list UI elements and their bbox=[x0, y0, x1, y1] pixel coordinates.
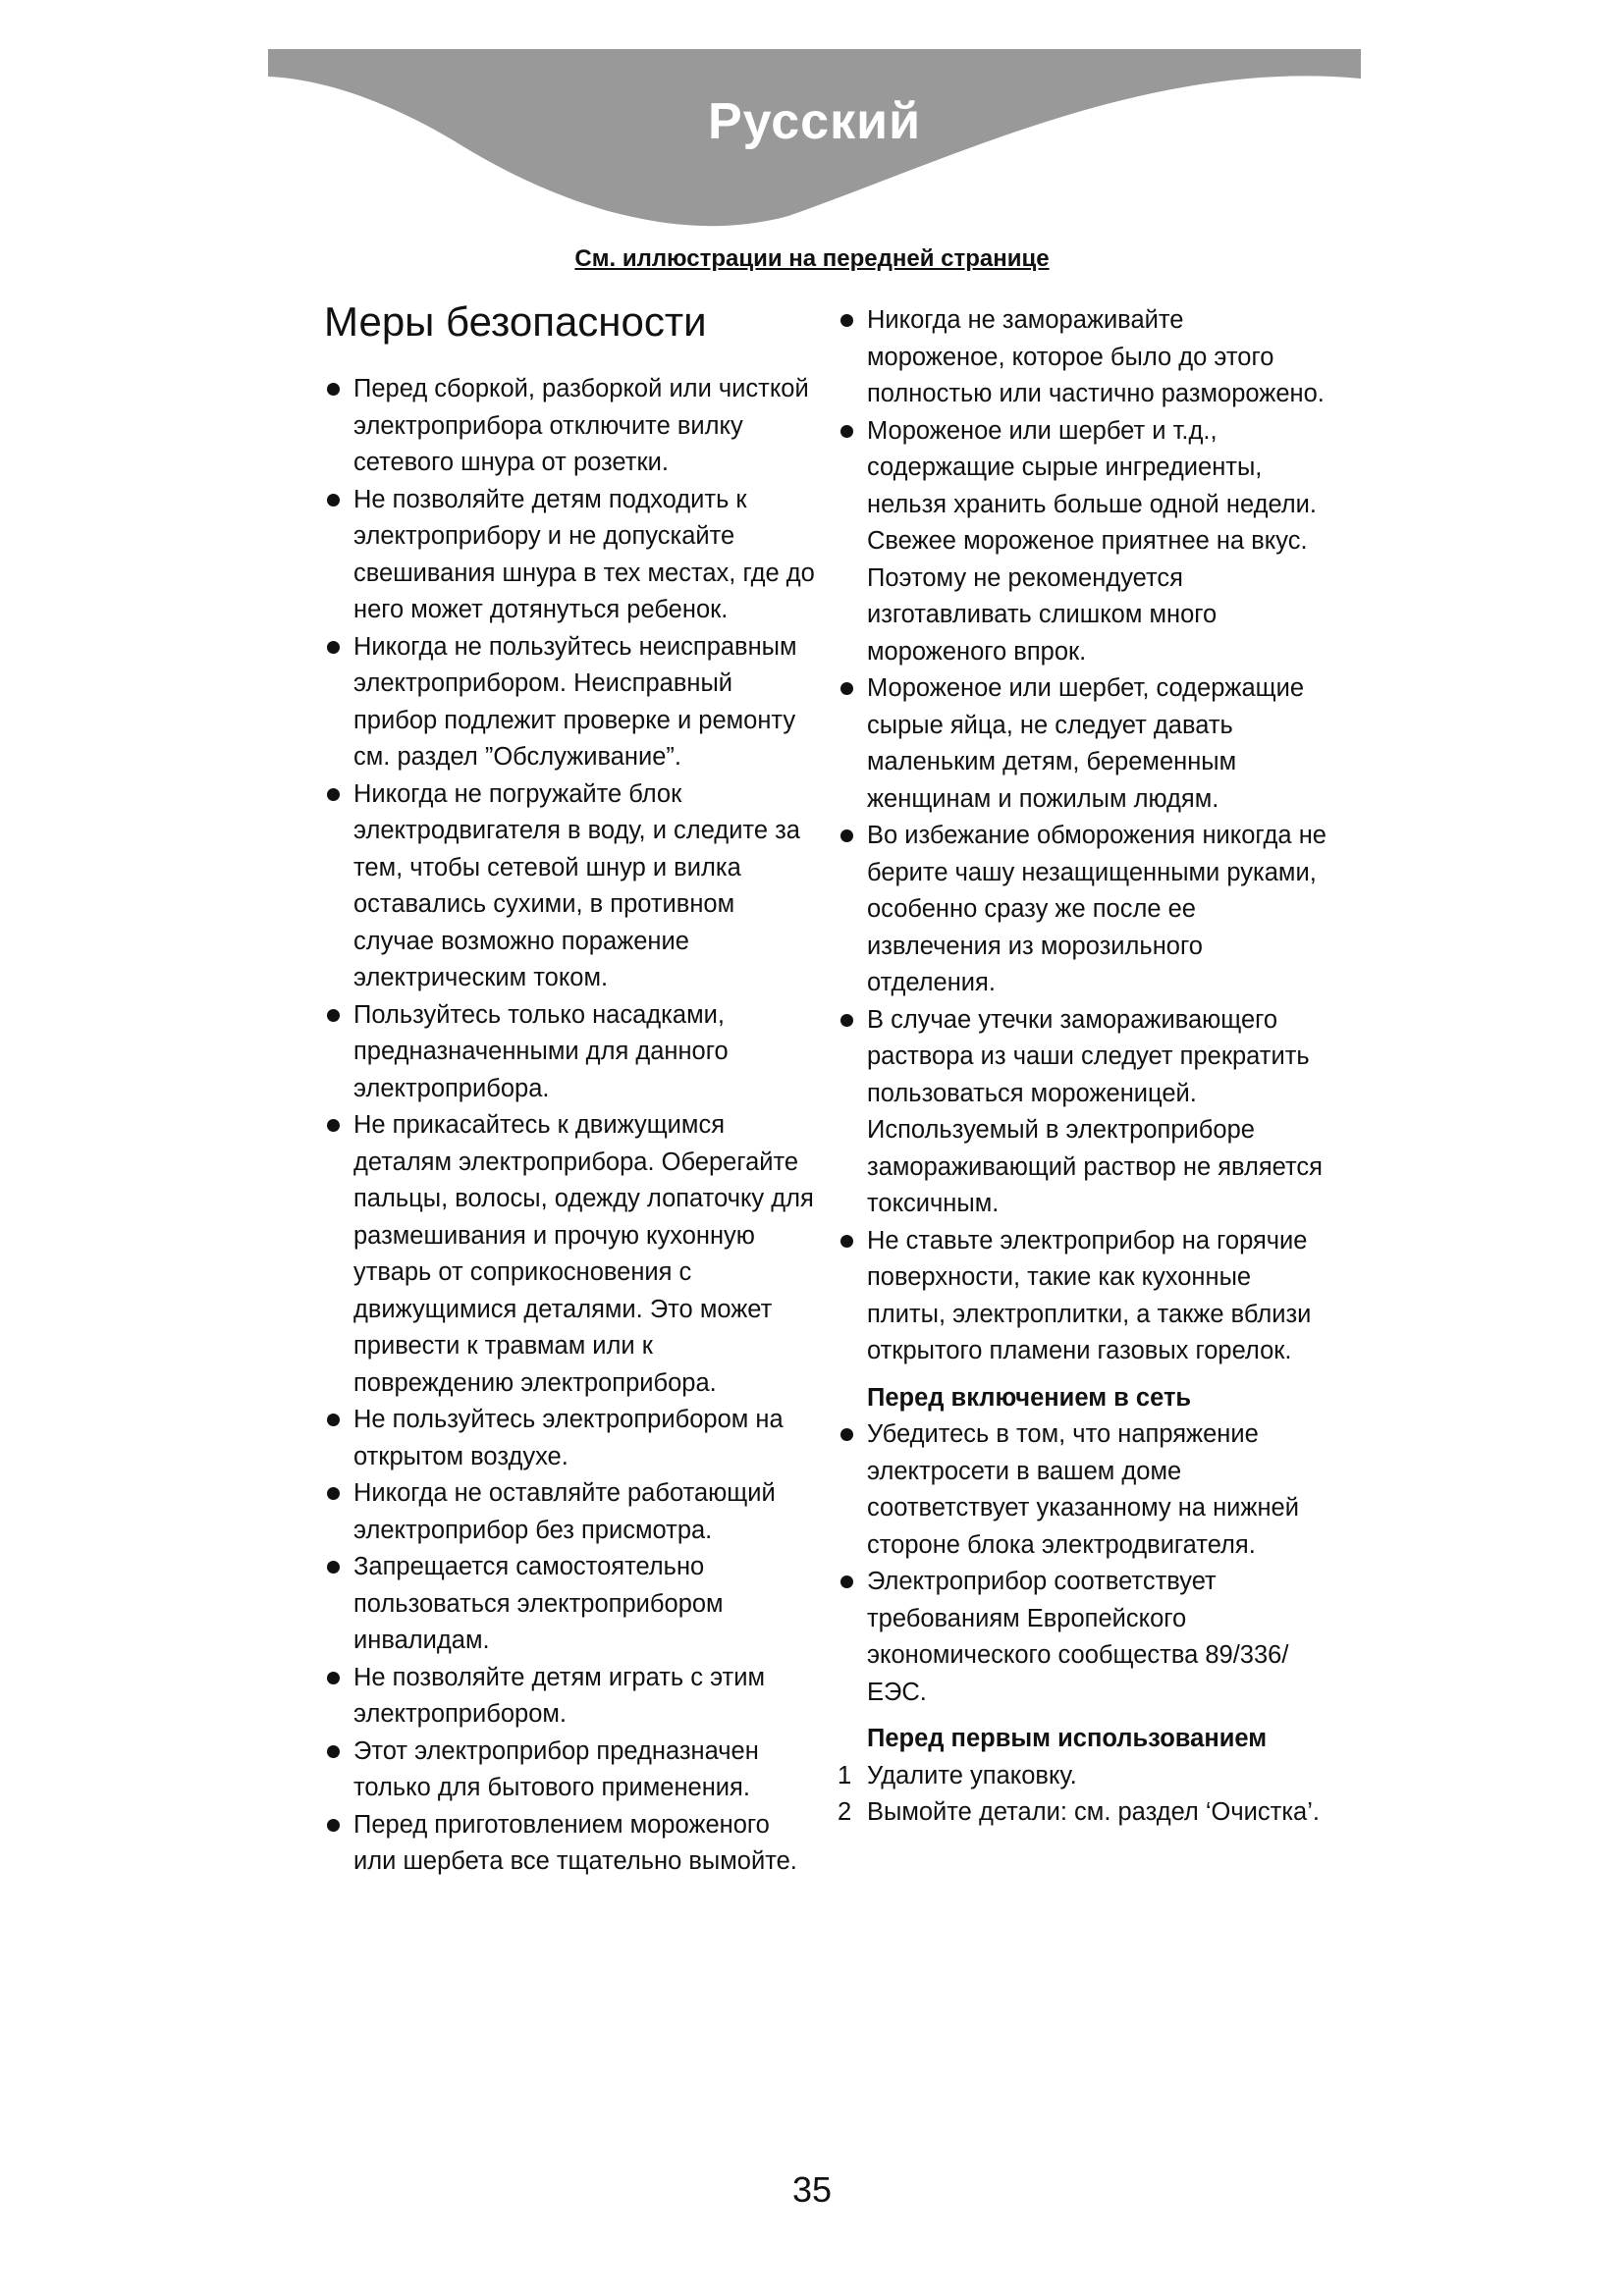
safety-title: Меры безопасности bbox=[324, 298, 707, 345]
list-item: Никогда не погружайте блок электродвигателя в воду, и следите за тем, чтобы сетевой шнур и вилка оставались сухими, в противном случае возможно поражение электрическим током. bbox=[324, 776, 815, 997]
list-item: Никогда не оставляйте работающий электроприбор без присмотра. bbox=[324, 1475, 815, 1549]
step-item bbox=[838, 1758, 1328, 1795]
before-plugging-title: Перед включением в сеть bbox=[867, 1383, 1192, 1412]
list-item: Мороженое или шербет, содержащие сырые яйца, не следует давать маленьким детям, беременным женщинам и пожилым людям. bbox=[838, 670, 1328, 818]
list-item: Никогда не замораживайте мороженое, которое было до этого полностью или частично разморожено. bbox=[838, 302, 1328, 413]
left-column bbox=[324, 294, 815, 1881]
safety-list-left bbox=[324, 371, 815, 1881]
list-item: Электроприбор соответствует требованиям Европейского экономического сообщества 89/336/ЕЭС. bbox=[838, 1564, 1328, 1711]
language-banner bbox=[268, 49, 1361, 236]
step-text: Удалите упаковку. bbox=[867, 1761, 1077, 1789]
right-column bbox=[838, 302, 1328, 1832]
list-item: Перед приготовлением мороженого или шербета все тщательно вымойте. bbox=[324, 1807, 815, 1881]
safety-list-right bbox=[838, 302, 1328, 1370]
step-number: 1 bbox=[838, 1761, 852, 1789]
list-item: Запрещается самостоятельно пользоваться электроприбором инвалидам. bbox=[324, 1549, 815, 1660]
before-first-use-title: Перед первым использованием bbox=[867, 1725, 1268, 1752]
step-number: 2 bbox=[838, 1798, 852, 1826]
list-item: Не позволяйте детям подходить к электроприбору и не допускайте свешивания шнура в тех местах, где до него может дотянуться ребенок. bbox=[324, 482, 815, 629]
list-item: Убедитесь в том, что напряжение электросети в вашем доме соответствует указанному на нижней стороне блока электродвигателя. bbox=[838, 1416, 1328, 1564]
list-item: Мороженое или шербет и т.д., содержащие сырые ингредиенты, нельзя хранить больше одной недели. Свежее мороженое приятнее на вкус. Поэтому не рекомендуется изготавливать слишком много мороженого впрок. bbox=[838, 413, 1328, 671]
list-item: В случае утечки замораживающего раствора из чаши следует прекратить пользоваться мороженицей. Используемый в электроприборе замораживающий раствор не является токсичным. bbox=[838, 1002, 1328, 1223]
list-item: Не пользуйтесь электроприбором на открытом воздухе. bbox=[324, 1402, 815, 1475]
see-illustrations-note: См. иллюстрации на передней странице bbox=[574, 245, 1050, 272]
page-number: 35 bbox=[791, 2169, 833, 2210]
step-item bbox=[838, 1794, 1328, 1832]
list-item: Не позволяйте детям играть с этим электроприбором. bbox=[324, 1660, 815, 1734]
list-item: Никогда не пользуйтесь неисправным электроприбором. Неисправный прибор подлежит проверке и ремонту см. раздел ”Обслуживание”. bbox=[324, 629, 815, 776]
list-item: Пользуйтесь только насадками, предназначенными для данного электроприбора. bbox=[324, 997, 815, 1108]
language-title: Русский bbox=[707, 93, 922, 150]
list-item: Не ставьте электроприбор на горячие поверхности, такие как кухонные плиты, электроплитки, а также вблизи открытого пламени газовых горелок. bbox=[838, 1223, 1328, 1370]
list-item: Во избежание обморожения никогда не берите чашу незащищенными руками, особенно сразу же после ее извлечения из морозильного отделения. bbox=[838, 818, 1328, 1002]
list-item: Этот электроприбор предназначен только для бытового применения. bbox=[324, 1734, 815, 1807]
step-text: Вымойте детали: см. раздел ‘Очистка’. bbox=[867, 1798, 1320, 1826]
list-item: Перед сборкой, разборкой или чисткой электроприбора отключите вилку сетевого шнура от розетки. bbox=[324, 371, 815, 482]
list-item: Не прикасайтесь к движущимся деталям электроприбора. Оберегайте пальцы, волосы, одежду лопаточку для размешивания и прочую кухонную утварь от соприкосновения с движущимися деталями. Это может привести к травмам или к повреждению электроприбора. bbox=[324, 1107, 815, 1402]
before-plugging-list bbox=[838, 1416, 1328, 1711]
before-first-use-steps bbox=[838, 1758, 1328, 1832]
